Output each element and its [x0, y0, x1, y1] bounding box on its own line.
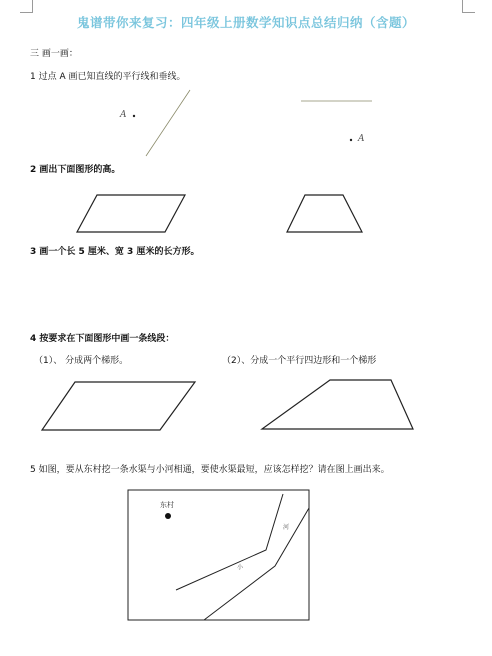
village-point: [165, 513, 171, 519]
point-a-label-left: A: [120, 110, 127, 120]
question-1-text: 1 过点 A 画已知直线的平行线和垂线。: [30, 72, 186, 82]
parallelogram-q2: [77, 195, 185, 232]
section-heading: 三 画一画：: [30, 49, 78, 59]
trapezoid-q4: [262, 380, 413, 429]
village-label: 东村: [160, 501, 174, 509]
trapezoid-q2: [287, 195, 362, 232]
point-a-left: [133, 115, 135, 117]
river-bank-lower: [204, 508, 309, 620]
river-bank-upper: [176, 494, 283, 590]
river-label-he: 河: [283, 524, 290, 531]
point-a-label-right: A: [358, 134, 365, 144]
question-4-text: 4 按要求在下面图形中画一条线段：: [30, 334, 175, 344]
document-title: 鬼谱带你来复习：四年级上册数学知识点总结归纳（含题）: [76, 15, 415, 30]
given-line-slanted: [146, 90, 190, 156]
question-2-text: 2 画出下面图形的高。: [30, 165, 121, 175]
question-5-text: 5 如图，要从东村挖一条水渠与小河相通，要使水渠最短，应该怎样挖？请在图上画出来。: [30, 465, 390, 475]
question-4-sub-1: （1）、 分成两个梯形。: [34, 356, 129, 366]
question-4-sub-2: （2）、分成一个平行四边形和一个梯形: [222, 356, 377, 366]
river-label-xiao: 小: [237, 564, 244, 571]
question-3-text: 3 画一个长 5 厘米、宽 3 厘米的长方形。: [30, 247, 200, 257]
parallelogram-q4: [42, 382, 195, 430]
point-a-right: [350, 139, 352, 141]
